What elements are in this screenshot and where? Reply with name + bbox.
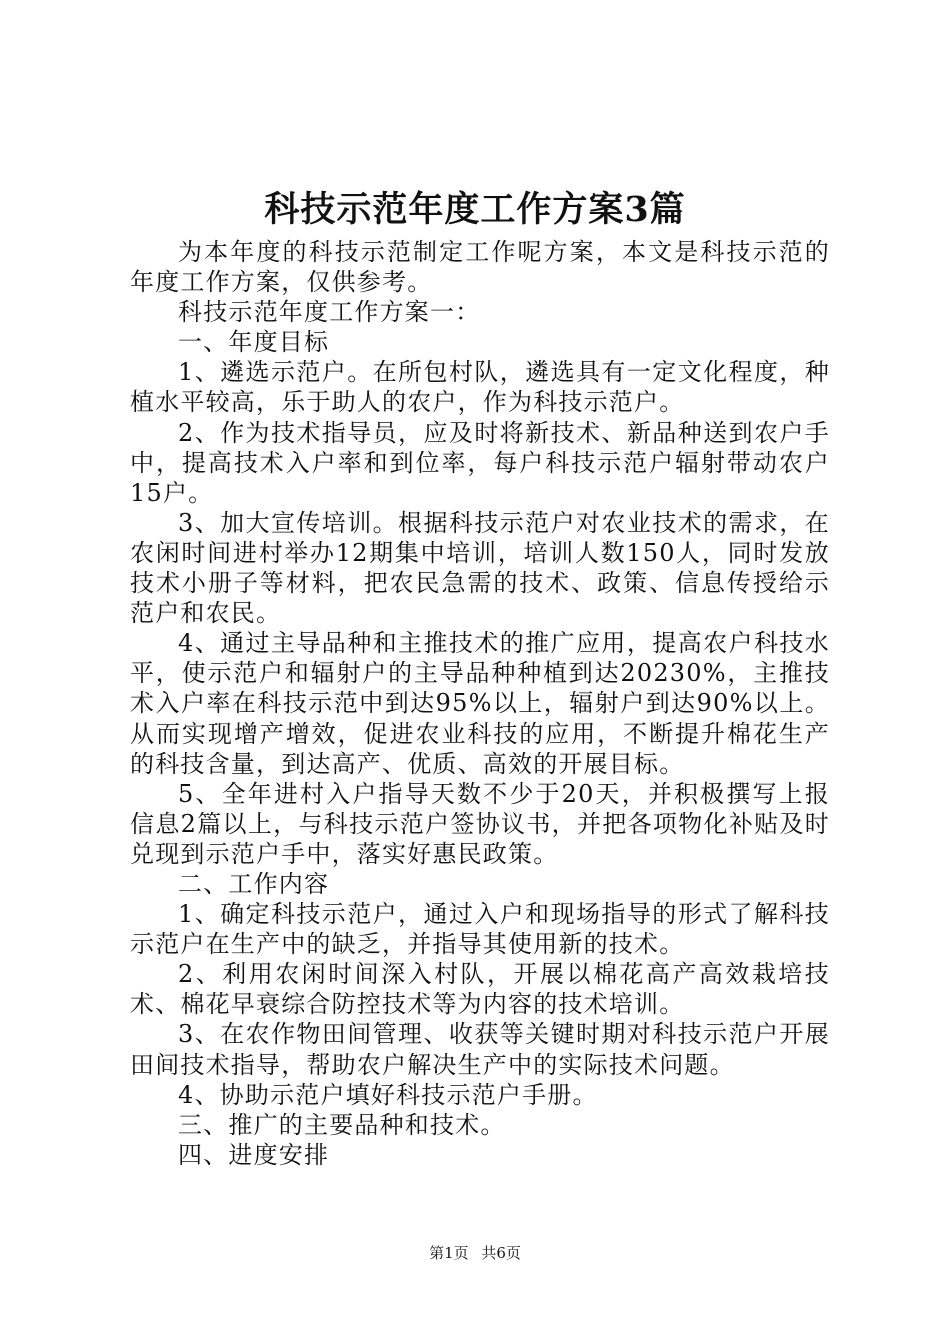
page-total: 共6页 (481, 1244, 521, 1262)
paragraph: 4、通过主导品种和主推技术的推广应用，提高农户科技水平，使示范户和辐射户的主导品种种植到达20230%，主推技术入户率在科技示范中到达95%以上，辐射户到达90%以上。从而实现增产增效，促进农业科技的应用，不断提升棉花生产的科技含量，到达高产、优质、高效的开展目标。 (130, 629, 830, 778)
page-number: 第1页 (429, 1244, 469, 1262)
document-body (130, 237, 830, 1170)
document-title: 科技示范年度工作方案3篇 (264, 189, 686, 230)
paragraph: 4、协助示范户填好科技示范户手册。 (178, 1080, 598, 1109)
page-footer (0, 1243, 950, 1263)
section-heading: 三、推广的主要品种和技术。 (178, 1110, 506, 1139)
section-heading: 一、年度目标 (178, 328, 330, 357)
paragraph: 2、利用农闲时间深入村队，开展以棉花高产高效栽培技术、棉花早衰综合防控技术等为内容的技术培训。 (130, 960, 830, 1019)
paragraph: 1、确定科技示范户，通过入户和现场指导的形式了解科技示范户在生产中的缺乏，并指导其使用新的技术。 (130, 900, 830, 959)
section-heading: 四、进度安排 (178, 1140, 330, 1169)
paragraph: 1、遴选示范户。在所包村队，遴选具有一定文化程度，种植水平较高，乐于助人的农户，作为科技示范户。 (130, 358, 830, 417)
paragraph: 为本年度的科技示范制定工作呢方案，本文是科技示范的年度工作方案，仅供参考。 (130, 238, 830, 297)
paragraph: 科技示范年度工作方案一： (178, 298, 481, 327)
paragraph: 5、全年进村入户指导天数不少于20天，并积极撰写上报信息2篇以上，与科技示范户签协议书，并把各项物化补贴及时兑现到示范户手中，落实好惠民政策。 (130, 779, 830, 868)
paragraph: 2、作为技术指导员，应及时将新技术、新品种送到农户手中，提高技术入户率和到位率，每户科技示范户辐射带动农户15户。 (130, 418, 830, 507)
paragraph: 3、在农作物田间管理、收获等关键时期对科技示范户开展田间技术指导，帮助农户解决生产中的实际技术问题。 (130, 1020, 830, 1079)
section-heading: 二、工作内容 (178, 869, 330, 898)
paragraph: 3、加大宣传培训。根据科技示范户对农业技术的需求，在农闲时间进村举办12期集中培训，培训人数150人，同时发放技术小册子等材料，把农民急需的技术、政策、信息传授给示范户和农民。 (130, 508, 830, 628)
